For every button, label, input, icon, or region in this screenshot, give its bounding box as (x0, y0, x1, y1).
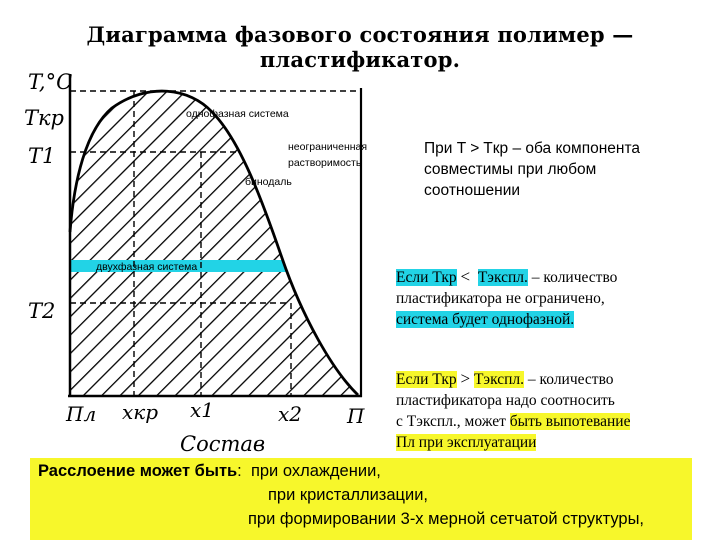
text-block-3-line1-tail: – количество (524, 371, 614, 388)
tick-xkr: xкр (122, 400, 159, 424)
tick-t1: T1 (28, 144, 56, 168)
exudation-highlight: быть выпотевание (509, 413, 631, 430)
one-phase-highlight: система будет однофазной. (396, 311, 575, 328)
phase-separation-item-2: при кристаллизации, (268, 486, 429, 504)
text-block-3-line3-head: с Тэкспл., может (396, 413, 510, 430)
text-block-2-line1-tail: – количество (527, 269, 618, 286)
one-phase-label: однофазная система (186, 108, 289, 120)
unlimited-label-line2: растворимость (288, 157, 362, 169)
tick-t2: T2 (28, 299, 56, 323)
text-block-2-line2: пластификатора не ограничено, (396, 290, 605, 307)
greater-than-symbol: > (460, 369, 471, 388)
text-block-3-line3 (396, 411, 630, 432)
text-block-3-line1 (396, 368, 630, 390)
phase-separation-colon: : (237, 462, 242, 480)
two-phase-region (70, 91, 358, 395)
binodal-label: бинодаль (245, 176, 292, 188)
text-block-3-line2: пластификатора надо соотносить (396, 392, 615, 409)
text-block-3-line4 (396, 432, 630, 453)
x-axis-label: Состав (180, 432, 266, 456)
text-block-tkr-less (396, 266, 617, 330)
tick-tkr: Tкр (24, 106, 64, 130)
text-block-2-line1 (396, 266, 617, 288)
texpl-highlight: Тэкспл. (477, 269, 528, 286)
less-than-symbol: < (460, 267, 471, 286)
y-axis-label: T,°C (28, 70, 73, 94)
tick-x2: x2 (278, 402, 303, 426)
phase-separation-item-1: при охлаждении, (250, 462, 381, 480)
tkr-yellow-highlight: Если Ткр (396, 371, 457, 388)
tkr-highlight: Если Ткр (396, 269, 457, 286)
phase-separation-lead: Расслоение может быть (38, 462, 238, 480)
phase-separation-item-3: при формировании 3-х мерной сетчатой структуры, (248, 510, 645, 528)
tick-p: П (347, 404, 365, 428)
unlimited-label-line1: неограниченная (288, 141, 368, 153)
texpl-yellow-highlight: Тэкспл. (473, 371, 525, 388)
tick-pl: Пл (66, 402, 97, 426)
text-block-1-line3: соотношении (424, 182, 521, 199)
text-block-1-line1: При T > Tкр – оба компонента (424, 140, 641, 157)
text-block-1-line2: совместимы при любом (424, 161, 597, 178)
two-phase-label: двухфазная система (96, 261, 198, 273)
phase-separation-box (30, 458, 692, 540)
text-block-tkr-greater (396, 368, 630, 453)
tick-x1: x1 (190, 398, 215, 422)
exploitation-highlight: Пл при эксплуатации (396, 434, 537, 451)
bottom-line-1 (38, 462, 381, 481)
page-title: Диаграмма фазового состояния полимер — пластификатор. (86, 22, 634, 72)
text-block-2-line3 (396, 309, 617, 330)
text-block-critical-temp (424, 138, 640, 201)
